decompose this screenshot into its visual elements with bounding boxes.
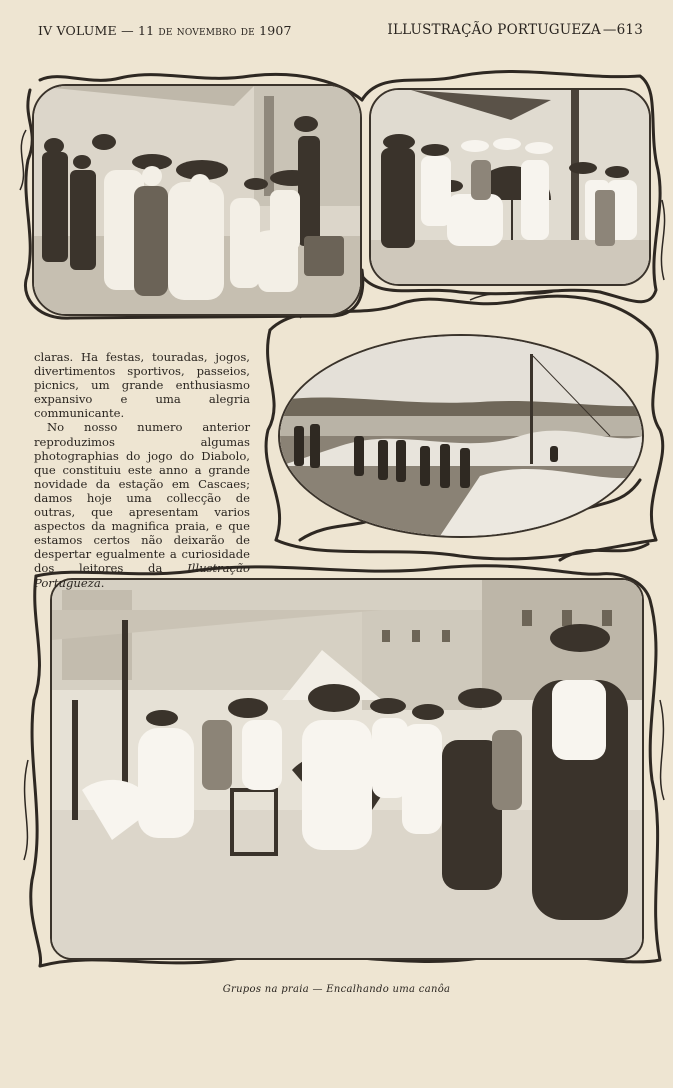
article-paragraph-1: claras. Ha festas, touradas, jogos, divertimentos sportivos, passeios, picnics, um grande enthusiasmo expansivo e uma alegria communicante. <box>34 350 250 421</box>
photo-beach-groups <box>50 575 644 960</box>
article-paragraph-2 <box>34 420 250 589</box>
article-text <box>34 350 250 590</box>
article-paragraph-2-text: No nosso numero anterior reproduzimos algumas photographias do jogo do Diabolo, que constituiu este anno a grande novidade da estação em Cascaes; damos hoje uma collecção de outras, que apresentam varios aspectos da magnifica praia, e que estamos certos não deixarão de despertar egualmente a curiosidade dos leitores da <box>34 420 250 576</box>
photo-beaching-boat <box>278 334 644 538</box>
page-number: —613 <box>602 22 643 38</box>
header-date: 11 de novembro de 1907 <box>137 23 292 38</box>
header-separator: — <box>121 23 134 38</box>
article-end-mark: . <box>100 575 105 590</box>
header-publication: ILLUSTRAÇÃO PORTUGUEZA <box>387 22 601 38</box>
photo-crowd-umbrella <box>369 88 651 286</box>
photo-ladies-seated <box>32 84 362 316</box>
header-volume: IV VOLUME <box>38 23 117 38</box>
article-emphasis-title: Illustração Portugueza <box>34 561 250 590</box>
photo-caption: Grupos na praia — Encalhando uma canôa <box>222 984 451 995</box>
